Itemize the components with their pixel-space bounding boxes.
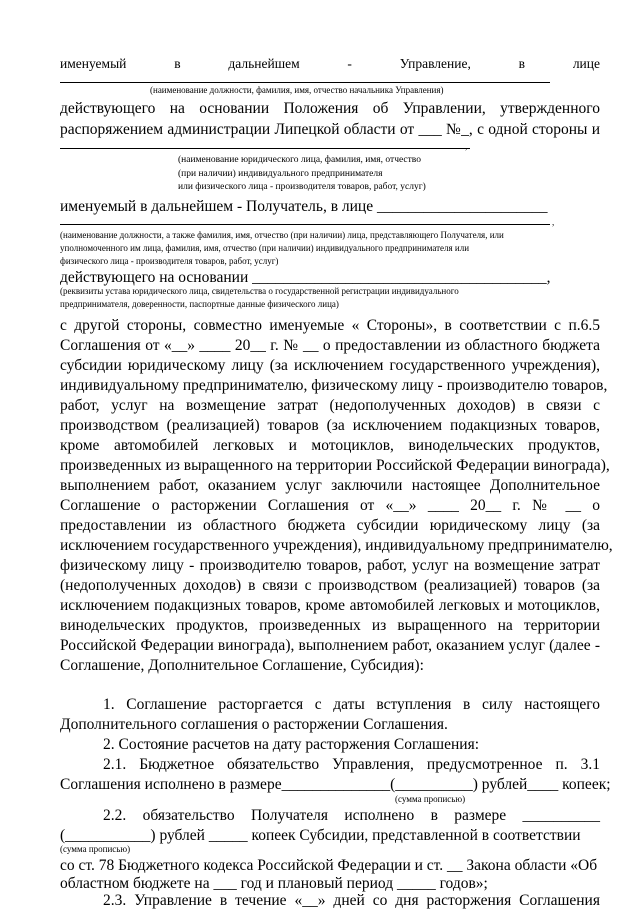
clause-2-3-line-1: 2.3. Управление в течение «__» дней со дня расторжения Соглашения (103, 892, 600, 909)
body-line-4: индивидуальному предпринимателю, физическому лицу - производителю товаров, (60, 377, 608, 394)
line-basis-regulation: действующего на основании Положения об Управлении, утвержденного (60, 100, 600, 117)
caption-recipient-3: или физического лица - производителя товаров, работ, услуг) (178, 182, 426, 192)
clause-2-2-line-2: (___________) рублей _____ копеек Субсидии, представленной в соответствии (60, 827, 581, 844)
caption-sum-words-1: (сумма прописью) (395, 794, 466, 804)
blank-line-recipient-name (60, 148, 470, 149)
caption-representative-3: физического лица - производителя товаров, работ, услуг) (60, 256, 279, 266)
body-line-7: кроме автомобилей легковых и мотоциклов, винодельческих продуктов, (60, 437, 600, 454)
comma-after-representative: , (552, 217, 555, 227)
blank-line-head-name (60, 82, 550, 83)
caption-requisites-2: предпринимателя, доверенности, паспортные данные физического лица) (60, 299, 339, 309)
body-line-6: производством (реализацией) товаров (за исключением подакцизных товаров, (60, 417, 600, 434)
caption-head-name: (наименование должности, фамилия, имя, отчество начальника Управления) (150, 85, 444, 95)
body-line-9: выполнением работ, оказанием услуг заключили настоящее Дополнительное (60, 477, 600, 494)
body-line-16: винодельческих продуктов, произведенных из выращенного на территории (60, 617, 600, 634)
body-line-3: субсидии юридическому лицу (за исключением государственного учреждения), (60, 357, 600, 374)
body-line-5: работ, услуг на возмещение затрат (недополученных доходов) в связи с (60, 397, 600, 414)
body-line-12: исключением государственного учреждения), индивидуальному предпринимателю, (60, 537, 613, 554)
clause-2-1-line-2: Соглашения исполнено в размере______________(__________) рублей____ копеек; (60, 776, 611, 793)
clause-2-2-line-3: со ст. 78 Бюджетного кодекса Российской Федерации и ст. __ Закона области «Об (60, 857, 598, 874)
body-line-11: предоставлении из областного бюджета субсидии юридическому лицу (за (60, 517, 600, 534)
body-line-18: Соглашение, Дополнительное Соглашение, Субсидия): (60, 657, 424, 674)
body-line-1: с другой стороны, совместно именуемые « Стороны», в соответствии с п.6.5 (60, 317, 600, 334)
clause-1-line-1: 1. Соглашение расторгается с даты вступления в силу настоящего (103, 696, 600, 713)
clause-2-2-line-1: 2.2. обязательство Получателя исполнено в размере __________ (103, 807, 600, 824)
body-line-10: Соглашение о расторжении Соглашения от «__» ____ 20__ г. № __ о (60, 497, 600, 514)
caption-recipient-1: (наименование юридического лица, фамилия, имя, отчество (178, 155, 421, 165)
line-order-date: распоряжением администрации Липецкой области от ___ №_, с одной стороны и (60, 121, 600, 138)
line-acting-basis: действующего на основании ______________________________________, (60, 269, 551, 286)
clause-2-title: 2. Состояние расчетов на дату расторжения Соглашения: (103, 736, 480, 753)
blank-line-representative (60, 224, 550, 225)
body-line-14: (недополученных доходов) в связи с производством (реализацией) товаров (за (60, 577, 600, 594)
body-line-15: исключением подакцизных товаров, кроме автомобилей легковых и мотоциклов, (60, 597, 600, 614)
body-line-2: Соглашения от «__» ____ 20__ г. № __ о предоставлении из областного бюджета (60, 337, 600, 354)
clause-2-1-line-1: 2.1. Бюджетное обязательство Управления, предусмотренное п. 3.1 (103, 756, 600, 773)
caption-representative-2: уполномоченного им лица, фамилия, имя, отчество (при наличии) индивидуального предпринимателя или (60, 243, 470, 253)
body-line-8: произведенных из выращенного на территории Российской Федерации винограда), (60, 457, 610, 474)
caption-recipient-2: (при наличии) индивидуального предпринимателя (178, 169, 383, 179)
caption-requisites-1: (реквизиты устава юридического лица, свидетельства о государственной регистрации индивидуального (60, 286, 459, 296)
body-line-17: Российской Федерации винограда), выполнением работ, оказанием услуг (далее - (60, 637, 600, 654)
line-recipient-person: именуемый в дальнейшем - Получатель, в лице ______________________ (60, 198, 548, 215)
caption-sum-words-2: (сумма прописью) (60, 844, 131, 854)
clause-2-2-line-4: областном бюджете на ___ год и плановый период _____ годов»; (60, 875, 488, 892)
comma-after-blank: , (465, 141, 468, 151)
caption-representative-1: (наименование должности, а также фамилия, имя, отчество (при наличии) лица, представляющего Получателя, или (60, 230, 504, 240)
clause-1-line-2: Дополнительного соглашения о расторжении Соглашения. (60, 716, 448, 733)
intro-line-management: именуемый в дальнейшем - Управление, в лице (60, 56, 600, 71)
body-line-13: физическому лицу - производителю товаров, работ, услуг на возмещение затрат (60, 557, 600, 574)
